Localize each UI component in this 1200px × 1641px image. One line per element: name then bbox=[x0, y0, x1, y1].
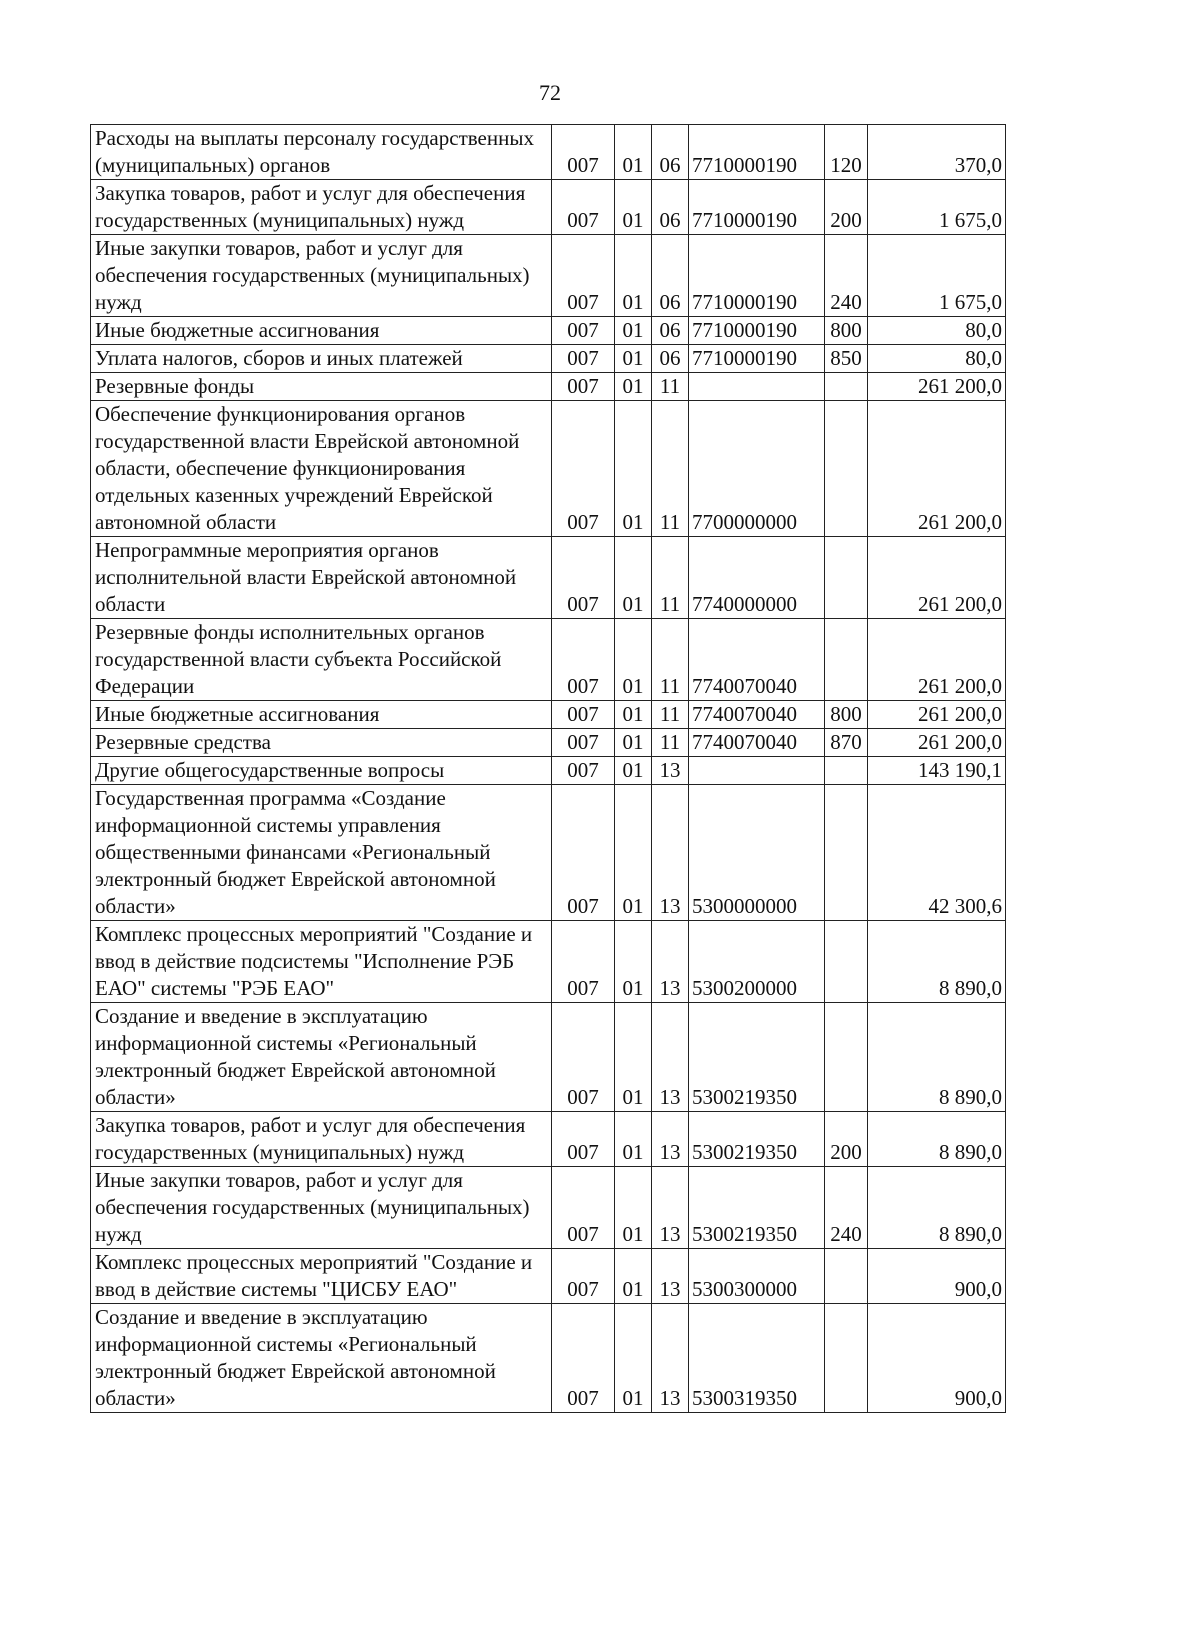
target-article-code: 7700000000 bbox=[689, 401, 825, 537]
item-name: Непрограммные мероприятия органов исполнительной власти Еврейской автономной области bbox=[91, 537, 552, 619]
subsection-code: 13 bbox=[652, 1112, 689, 1167]
admin-code: 007 bbox=[552, 125, 615, 180]
target-article-code: 5300219350 bbox=[689, 1003, 825, 1112]
admin-code: 007 bbox=[552, 757, 615, 785]
item-name: Создание и введение в эксплуатацию информационной системы «Региональный электронный бюджет Еврейской автономной области» bbox=[91, 1003, 552, 1112]
item-name: Комплекс процессных мероприятий "Создание и ввод в действие системы "ЦИСБУ ЕАО" bbox=[91, 1249, 552, 1304]
expense-type-code bbox=[825, 401, 868, 537]
expense-type-code: 240 bbox=[825, 235, 868, 317]
admin-code: 007 bbox=[552, 619, 615, 701]
table-row bbox=[91, 1304, 1006, 1413]
expense-type-code bbox=[825, 1304, 868, 1413]
section-code: 01 bbox=[615, 729, 652, 757]
section-code: 01 bbox=[615, 1249, 652, 1304]
amount-value: 261 200,0 bbox=[868, 701, 1006, 729]
amount-value: 261 200,0 bbox=[868, 729, 1006, 757]
amount-value: 8 890,0 bbox=[868, 1003, 1006, 1112]
item-name: Закупка товаров, работ и услуг для обеспечения государственных (муниципальных) нужд bbox=[91, 1112, 552, 1167]
subsection-code: 13 bbox=[652, 1003, 689, 1112]
amount-value: 8 890,0 bbox=[868, 921, 1006, 1003]
target-article-code bbox=[689, 373, 825, 401]
table-row bbox=[91, 345, 1006, 373]
target-article-code: 7740070040 bbox=[689, 619, 825, 701]
item-name: Иные закупки товаров, работ и услуг для обеспечения государственных (муниципальных) нужд bbox=[91, 235, 552, 317]
admin-code: 007 bbox=[552, 317, 615, 345]
amount-value: 42 300,6 bbox=[868, 785, 1006, 921]
item-name: Комплекс процессных мероприятий "Создание и ввод в действие подсистемы "Исполнение РЭБ ЕАО" системы "РЭБ ЕАО" bbox=[91, 921, 552, 1003]
expense-type-code: 200 bbox=[825, 180, 868, 235]
expense-type-code bbox=[825, 1003, 868, 1112]
table-row bbox=[91, 180, 1006, 235]
admin-code: 007 bbox=[552, 1304, 615, 1413]
section-code: 01 bbox=[615, 785, 652, 921]
item-name: Иные закупки товаров, работ и услуг для обеспечения государственных (муниципальных) нужд bbox=[91, 1167, 552, 1249]
amount-value: 261 200,0 bbox=[868, 619, 1006, 701]
item-name: Резервные фонды исполнительных органов государственной власти субъекта Российской Федерации bbox=[91, 619, 552, 701]
expense-type-code: 200 bbox=[825, 1112, 868, 1167]
admin-code: 007 bbox=[552, 701, 615, 729]
subsection-code: 13 bbox=[652, 921, 689, 1003]
amount-value: 900,0 bbox=[868, 1304, 1006, 1413]
expense-type-code: 870 bbox=[825, 729, 868, 757]
section-code: 01 bbox=[615, 701, 652, 729]
expense-type-code: 800 bbox=[825, 317, 868, 345]
table-row bbox=[91, 235, 1006, 317]
amount-value: 8 890,0 bbox=[868, 1112, 1006, 1167]
table-row bbox=[91, 785, 1006, 921]
target-article-code: 7710000190 bbox=[689, 125, 825, 180]
subsection-code: 06 bbox=[652, 180, 689, 235]
target-article-code: 7740070040 bbox=[689, 729, 825, 757]
subsection-code: 11 bbox=[652, 619, 689, 701]
section-code: 01 bbox=[615, 1304, 652, 1413]
subsection-code: 11 bbox=[652, 537, 689, 619]
table-row bbox=[91, 537, 1006, 619]
admin-code: 007 bbox=[552, 1167, 615, 1249]
amount-value: 8 890,0 bbox=[868, 1167, 1006, 1249]
expense-type-code: 120 bbox=[825, 125, 868, 180]
item-name: Другие общегосударственные вопросы bbox=[91, 757, 552, 785]
amount-value: 1 675,0 bbox=[868, 180, 1006, 235]
expense-type-code bbox=[825, 921, 868, 1003]
admin-code: 007 bbox=[552, 401, 615, 537]
section-code: 01 bbox=[615, 125, 652, 180]
expense-type-code bbox=[825, 757, 868, 785]
admin-code: 007 bbox=[552, 1003, 615, 1112]
item-name: Уплата налогов, сборов и иных платежей bbox=[91, 345, 552, 373]
table-row bbox=[91, 401, 1006, 537]
expense-type-code bbox=[825, 619, 868, 701]
amount-value: 80,0 bbox=[868, 317, 1006, 345]
item-name: Закупка товаров, работ и услуг для обеспечения государственных (муниципальных) нужд bbox=[91, 180, 552, 235]
amount-value: 261 200,0 bbox=[868, 537, 1006, 619]
section-code: 01 bbox=[615, 317, 652, 345]
admin-code: 007 bbox=[552, 729, 615, 757]
target-article-code: 7710000190 bbox=[689, 345, 825, 373]
target-article-code: 7710000190 bbox=[689, 180, 825, 235]
table-row bbox=[91, 317, 1006, 345]
table-row bbox=[91, 1112, 1006, 1167]
subsection-code: 13 bbox=[652, 785, 689, 921]
table-row bbox=[91, 619, 1006, 701]
expense-type-code: 850 bbox=[825, 345, 868, 373]
amount-value: 261 200,0 bbox=[868, 401, 1006, 537]
item-name: Иные бюджетные ассигнования bbox=[91, 701, 552, 729]
amount-value: 80,0 bbox=[868, 345, 1006, 373]
section-code: 01 bbox=[615, 1112, 652, 1167]
section-code: 01 bbox=[615, 401, 652, 537]
amount-value: 900,0 bbox=[868, 1249, 1006, 1304]
target-article-code: 5300319350 bbox=[689, 1304, 825, 1413]
subsection-code: 13 bbox=[652, 1167, 689, 1249]
section-code: 01 bbox=[615, 619, 652, 701]
table-row bbox=[91, 1167, 1006, 1249]
table-row bbox=[91, 757, 1006, 785]
section-code: 01 bbox=[615, 235, 652, 317]
table-row bbox=[91, 373, 1006, 401]
section-code: 01 bbox=[615, 537, 652, 619]
expense-type-code: 800 bbox=[825, 701, 868, 729]
item-name: Государственная программа «Создание информационной системы управления общественными финансами «Региональный электронный бюджет Еврейской автономной области» bbox=[91, 785, 552, 921]
target-article-code: 5300200000 bbox=[689, 921, 825, 1003]
amount-value: 370,0 bbox=[868, 125, 1006, 180]
admin-code: 007 bbox=[552, 235, 615, 317]
section-code: 01 bbox=[615, 1167, 652, 1249]
subsection-code: 13 bbox=[652, 1249, 689, 1304]
expense-type-code bbox=[825, 1249, 868, 1304]
admin-code: 007 bbox=[552, 1249, 615, 1304]
budget-table-body bbox=[91, 125, 1006, 1413]
section-code: 01 bbox=[615, 180, 652, 235]
item-name: Создание и введение в эксплуатацию информационной системы «Региональный электронный бюджет Еврейской автономной области» bbox=[91, 1304, 552, 1413]
subsection-code: 11 bbox=[652, 729, 689, 757]
item-name: Расходы на выплаты персоналу государственных (муниципальных) органов bbox=[91, 125, 552, 180]
subsection-code: 06 bbox=[652, 125, 689, 180]
page-number: 72 bbox=[539, 80, 561, 105]
subsection-code: 11 bbox=[652, 373, 689, 401]
subsection-code: 13 bbox=[652, 757, 689, 785]
admin-code: 007 bbox=[552, 785, 615, 921]
target-article-code: 5300219350 bbox=[689, 1112, 825, 1167]
subsection-code: 11 bbox=[652, 701, 689, 729]
amount-value: 143 190,1 bbox=[868, 757, 1006, 785]
table-row bbox=[91, 921, 1006, 1003]
amount-value: 1 675,0 bbox=[868, 235, 1006, 317]
expense-type-code: 240 bbox=[825, 1167, 868, 1249]
subsection-code: 06 bbox=[652, 235, 689, 317]
section-code: 01 bbox=[615, 921, 652, 1003]
table-row bbox=[91, 729, 1006, 757]
admin-code: 007 bbox=[552, 1112, 615, 1167]
admin-code: 007 bbox=[552, 345, 615, 373]
section-code: 01 bbox=[615, 373, 652, 401]
target-article-code: 5300300000 bbox=[689, 1249, 825, 1304]
amount-value: 261 200,0 bbox=[868, 373, 1006, 401]
section-code: 01 bbox=[615, 345, 652, 373]
table-row bbox=[91, 1249, 1006, 1304]
table-row bbox=[91, 125, 1006, 180]
target-article-code: 7740070040 bbox=[689, 701, 825, 729]
expense-type-code bbox=[825, 537, 868, 619]
table-row bbox=[91, 701, 1006, 729]
item-name: Иные бюджетные ассигнования bbox=[91, 317, 552, 345]
target-article-code bbox=[689, 757, 825, 785]
target-article-code: 7740000000 bbox=[689, 537, 825, 619]
subsection-code: 13 bbox=[652, 1304, 689, 1413]
target-article-code: 5300219350 bbox=[689, 1167, 825, 1249]
subsection-code: 06 bbox=[652, 317, 689, 345]
admin-code: 007 bbox=[552, 921, 615, 1003]
budget-table bbox=[90, 124, 1006, 1413]
item-name: Резервные фонды bbox=[91, 373, 552, 401]
expense-type-code bbox=[825, 785, 868, 921]
admin-code: 007 bbox=[552, 180, 615, 235]
item-name: Обеспечение функционирования органов государственной власти Еврейской автономной области, обеспечение функционирования отдельных казенных учреждений Еврейской автономной области bbox=[91, 401, 552, 537]
section-code: 01 bbox=[615, 1003, 652, 1112]
subsection-code: 06 bbox=[652, 345, 689, 373]
target-article-code: 7710000190 bbox=[689, 317, 825, 345]
admin-code: 007 bbox=[552, 373, 615, 401]
table-row bbox=[91, 1003, 1006, 1112]
expense-type-code bbox=[825, 373, 868, 401]
section-code: 01 bbox=[615, 757, 652, 785]
admin-code: 007 bbox=[552, 537, 615, 619]
item-name: Резервные средства bbox=[91, 729, 552, 757]
subsection-code: 11 bbox=[652, 401, 689, 537]
target-article-code: 5300000000 bbox=[689, 785, 825, 921]
target-article-code: 7710000190 bbox=[689, 235, 825, 317]
